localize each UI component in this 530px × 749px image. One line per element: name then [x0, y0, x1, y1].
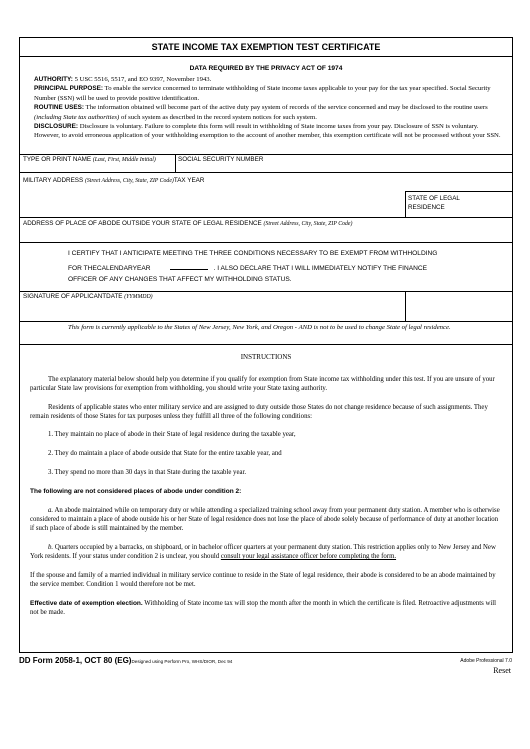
- divider: [20, 344, 512, 345]
- divider: [20, 172, 512, 173]
- instructions-body: [30, 375, 502, 617]
- authority-label: AUTHORITY:: [34, 76, 73, 83]
- tax-year-label: TAX YEAR: [173, 177, 205, 184]
- condition-3: 3. They spend no more than 30 days in that State during the taxable year.: [48, 469, 247, 476]
- divider: [20, 321, 512, 322]
- exclusion-item-b: b. Quarters occupied by a barracks, on shipboard, or in bachelor officer quarters at your permanent duty station. This restriction applies only to New Jersey and New York residents. If your status under condition 2 is unclear, you should consult your legal assistance officer before completing the form.: [30, 544, 496, 560]
- reset-button[interactable]: Reset: [493, 666, 511, 675]
- name-label: TYPE OR PRINT NAME (Last, First, Middle Initial): [23, 156, 156, 163]
- calendar-year-field[interactable]: [170, 261, 208, 270]
- purpose-text: To enable the service concerned to terminate withholding of State income taxes applicable to your pay for the tax year specified. Social Security Number (SSN) will be used to provide positive identification.: [34, 85, 491, 102]
- instructions-heading: INSTRUCTIONS: [240, 353, 292, 361]
- effective-date-paragraph: Effective date of exemption election. Withholding of State income tax will stop the month after the month in which the certificate is filed. Retroactive adjustments will not be made.: [30, 600, 497, 616]
- form-title: STATE INCOME TAX EXEMPTION TEST CERTIFICATE: [151, 42, 381, 52]
- privacy-act-heading: DATA REQUIRED BY THE PRIVACY ACT OF 1974: [189, 65, 343, 72]
- authority-text: 5 USC 5516, 5517, and EO 9397, November 1943.: [74, 76, 212, 83]
- divider: [20, 217, 512, 218]
- certification-line-2: FOR THECALENDARYEAR . I ALSO DECLARE THAT I WILL IMMEDIATELY NOTIFY THE FINANCE: [68, 261, 427, 276]
- designed-using-note: Designed using Perform Pro, WHS/DIOR, Dec 94: [131, 659, 233, 664]
- divider: [20, 242, 512, 243]
- divider: [20, 154, 512, 155]
- routine-uses-text-2: of such system as described in the record system notices for such system.: [120, 113, 317, 121]
- date-input[interactable]: [408, 302, 512, 318]
- disclosure-text: Disclosure is voluntary. Failure to complete this form will result in withholding of State income taxes from your pay. Disclosure of SSN is voluntary. However, to avoid erroneous application of your withholding exemption to the account of another member, this exemption certificate will not be processed without your SSN.: [34, 123, 501, 140]
- abode-address-label: ADDRESS OF PLACE OF ABODE OUTSIDE YOUR STATE OF LEGAL RESIDENCE (Street Address, City, State, ZIP Code): [23, 220, 353, 227]
- form-number: DD Form 2058-1, OCT 80 (EG)Designed using Perform Pro, WHS/DIOR, Dec 94: [19, 656, 233, 665]
- divider: [175, 154, 176, 172]
- disclosure-label: DISCLOSURE:: [34, 123, 79, 131]
- ssn-label: SOCIAL SECURITY NUMBER: [178, 156, 264, 163]
- adobe-version: Adobe Professional 7.0: [460, 658, 512, 664]
- abode-exclusions-heading: The following are not considered places of abode under condition 2:: [30, 488, 242, 495]
- divider: [405, 191, 406, 217]
- military-address-input[interactable]: [23, 186, 405, 218]
- privacy-act-statement: [34, 75, 504, 141]
- date-hint: (YYMMDD): [124, 294, 153, 300]
- signature-input[interactable]: [23, 302, 405, 318]
- routine-uses-italic: (including State tax authorities): [34, 113, 120, 121]
- divider: [20, 56, 512, 57]
- instructions-paragraph: The explanatory material below should help you determine if you qualify for exemption from State income tax withholding under this test. If you are unsure of your particular State law provisions for exemption from withholding, you should write your State taxing authority.: [30, 376, 495, 392]
- purpose-label: PRINCIPAL PURPOSE:: [34, 85, 104, 93]
- instructions-paragraph: Residents of applicable states who enter military service and are assigned to duty outside those States do not change residence because of such assignments. They remain residents of those States for tax purposes unless they fulfill all three of the following conditions:: [30, 404, 488, 420]
- exclusion-item-a: a. An abode maintained while on temporary duty or while attending a specialized training school away from your permanent duty station. A member who is otherwise considered to maintain a place of abode outside his or her State of legal residence does not lose the place of abode solely because of performance of duty at another location if such place of abode is still maintained by the member.: [30, 507, 500, 532]
- legal-assistance-note: consult your legal assistance officer before completing the form.: [220, 553, 397, 560]
- routine-uses-label: ROUTINE USES:: [34, 104, 85, 112]
- state-legal-residence-label: STATE OF LEGAL RESIDENCE: [408, 195, 460, 211]
- condition-2: 2. They do maintain a place of abode outside that State for the entire taxable year, and: [48, 450, 282, 457]
- condition-1: 1. They maintain no place of abode in their State of legal residence during the taxable year,: [48, 431, 296, 438]
- signature-label: SIGNATURE OF APPLICANTDATE (YYMMDD): [23, 293, 153, 300]
- effective-date-label: Effective date of exemption election.: [30, 600, 143, 607]
- form-frame: [19, 37, 513, 653]
- military-address-hint: (Street Address, City, State, ZIP Code): [84, 178, 174, 184]
- divider: [20, 291, 512, 292]
- applicability-note: This form is currently applicable to the States of New Jersey, New York, and Oregon - AND is not to be used to change State of legal residence.: [68, 324, 451, 331]
- routine-uses-text: The information obtained will become part of the active duty pay system of records of the service concerned and may be disclosed to the routine users: [85, 104, 488, 112]
- certification-line-3: OFFICER OF ANY CHANGES THAT AFFECT MY WITHHOLDING STATUS.: [68, 276, 292, 283]
- divider: [405, 291, 406, 321]
- certification-line-1: I CERTIFY THAT I ANTICIPATE MEETING THE THREE CONDITIONS NECESSARY TO BE EXEMPT FROM WITHHOLDING: [68, 250, 438, 257]
- instructions-paragraph: If the spouse and family of a married individual in military service continue to reside in the State of legal residence, their abode is considered to be an abode maintained by the service member. Condition 1 would therefore not be met.: [30, 572, 496, 588]
- abode-address-hint: (Street Address, City, State, ZIP Code): [263, 221, 353, 227]
- military-address-label: MILITARY ADDRESS (Street Address, City, State, ZIP Code)TAX YEAR: [23, 177, 205, 184]
- divider: [405, 191, 512, 192]
- date-label: DATE: [106, 293, 123, 300]
- name-hint: (Last, First, Middle Initial): [92, 157, 156, 163]
